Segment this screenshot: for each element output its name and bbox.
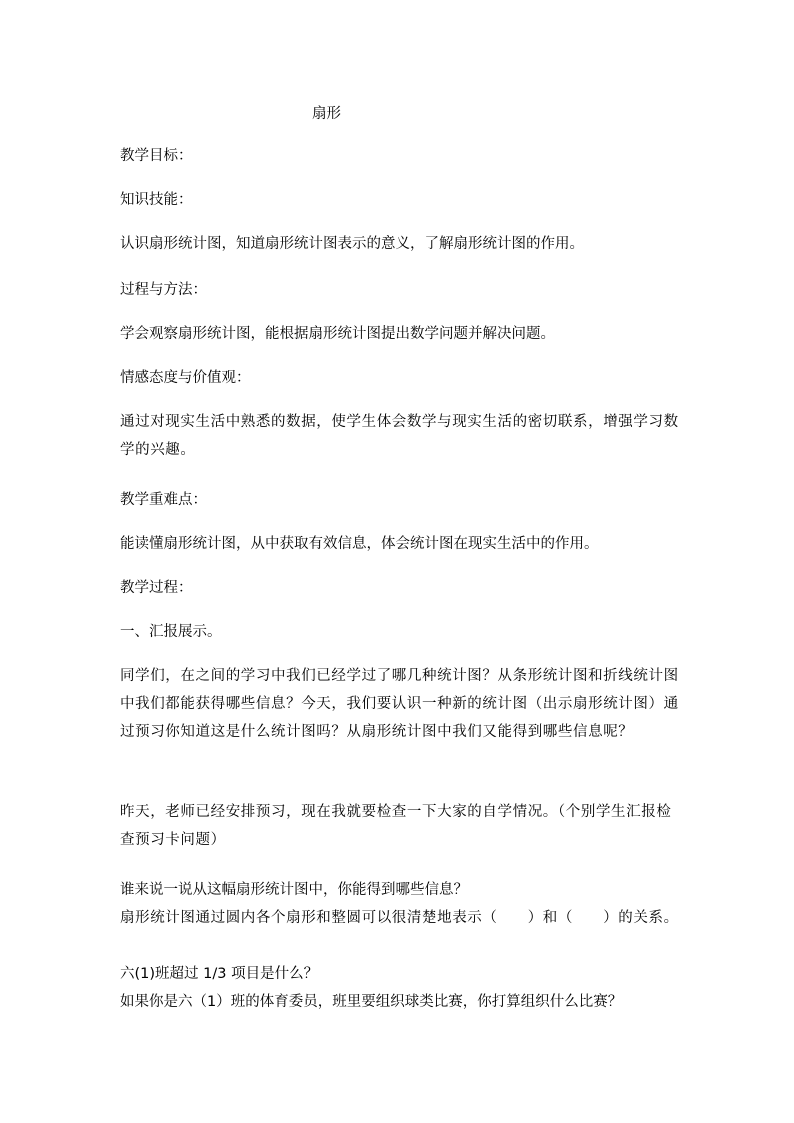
question-sports-committee: 如果你是六（1）班的体育委员，班里要组织球类比赛，你打算组织什么比赛？ bbox=[120, 994, 623, 1010]
heading-emotion-values: 情感态度与价值观： bbox=[120, 370, 251, 386]
paragraph-preview-check: 昨天，老师已经安排预习，现在我就要检查一下大家的自学情况。（个别学生汇报检查预习卡问题） bbox=[120, 804, 672, 848]
document-title: 扇形 bbox=[312, 106, 341, 122]
section-report-display: 一、汇报展示。 bbox=[120, 624, 222, 640]
question-information: 谁来说一说从这幅扇形统计图中，你能得到哪些信息？ bbox=[120, 882, 468, 898]
paragraph-introduction: 同学们，在之间的学习中我们已经学过了哪几种统计图？从条形统计图和折线统计图中我们都能获得哪些信息？今天，我们要认识一种新的统计图（出示扇形统计图）通过预习你知道这是什么统计图吗？从扇形统计图中我们又能得到哪些信息呢？ bbox=[120, 668, 679, 740]
heading-knowledge-skills: 知识技能： bbox=[120, 192, 193, 208]
paragraph-knowledge-skills: 认识扇形统计图，知道扇形统计图表示的意义，了解扇形统计图的作用。 bbox=[120, 236, 584, 252]
paragraph-key-difficult-points: 能读懂扇形统计图，从中获取有效信息，体会统计图在现实生活中的作用。 bbox=[120, 536, 599, 552]
fill-in-blank-relationship: 扇形统计图通过圆内各个扇形和整圆可以很清楚地表示（ ）和（ ）的关系。 bbox=[120, 910, 679, 926]
paragraph-process-method: 学会观察扇形统计图，能根据扇形统计图提出数学问题并解决问题。 bbox=[120, 326, 555, 342]
heading-key-difficult-points: 教学重难点： bbox=[120, 492, 207, 508]
heading-process-method: 过程与方法： bbox=[120, 282, 207, 298]
heading-teaching-goals: 教学目标： bbox=[120, 148, 193, 164]
paragraph-emotion-values: 通过对现实生活中熟悉的数据，使学生体会数学与现实生活的密切联系，增强学习数学的兴趣。 bbox=[120, 414, 679, 458]
question-over-one-third: 六(1)班超过 1/3 项目是什么？ bbox=[120, 966, 319, 982]
heading-teaching-process: 教学过程： bbox=[120, 580, 193, 596]
